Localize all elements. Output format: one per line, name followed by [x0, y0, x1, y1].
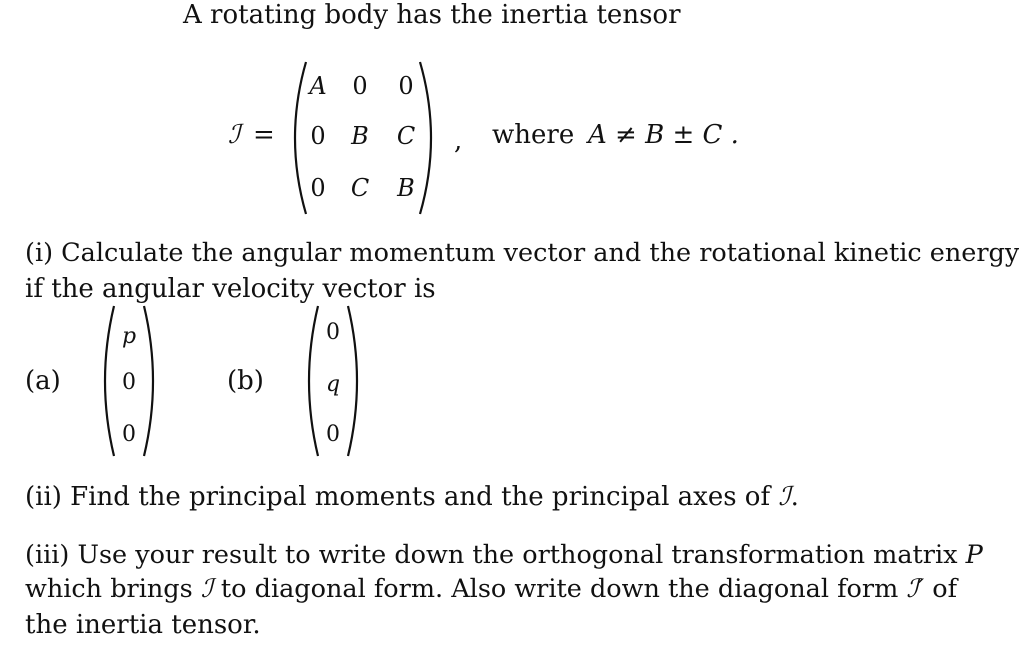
part-ii-prefix: (ii) Find the principal moments and the principal axes of: [25, 482, 771, 512]
intro-text: A rotating body has the inertia tensor: [183, 0, 681, 30]
part-iii-line1: [25, 540, 983, 570]
tensor-comma: ,: [454, 126, 463, 156]
tensor-condition: A ≠ B ± C .: [588, 120, 739, 150]
vector-a-component-2: 0: [122, 422, 136, 447]
matrix-cell-0-0: A: [309, 72, 327, 100]
matrix-cell-0-2: 0: [398, 72, 414, 100]
vector-b-component-2: 0: [326, 422, 340, 447]
part-iii-line2: [25, 574, 958, 604]
tensor-equals: =: [253, 120, 275, 150]
vector-a-component-1: 0: [122, 370, 136, 395]
part-ii-symbol: ℐ: [778, 482, 791, 512]
vector-b: [304, 302, 362, 460]
part-iii-line2-middle: to diagonal form. Also write down the diagonal form: [220, 574, 899, 604]
vector-b-component-1: q: [325, 372, 341, 397]
vector-b-component-0: 0: [326, 320, 340, 345]
part-iii-line3: the inertia tensor.: [25, 610, 261, 640]
matrix-cell-2-0: 0: [310, 174, 326, 202]
part-iii-line2-prefix: which brings: [25, 574, 193, 604]
part-iii-line2-suffix: of: [932, 574, 958, 604]
matrix-cell-1-2: C: [396, 122, 416, 150]
matrix-cell-2-2: B: [397, 174, 415, 202]
tensor-symbol: ℐ: [228, 120, 241, 150]
inertia-matrix: [288, 58, 438, 218]
vector-a: [100, 302, 158, 460]
matrix-cell-1-0: 0: [310, 122, 326, 150]
vector-b-label: (b): [227, 366, 264, 396]
part-iii-line2-symbol: ℐ: [200, 574, 213, 604]
part-iii-line1-symbol: P: [965, 540, 983, 570]
part-iii-line2-symbol2: ℐ′: [906, 574, 925, 604]
where-word: where: [492, 120, 575, 150]
matrix-cell-2-1: C: [350, 174, 370, 202]
matrix-cell-0-1: 0: [352, 72, 368, 100]
part-iii-line1-prefix: (iii) Use your result to write down the orthogonal transformation matrix: [25, 540, 958, 570]
vector-a-label: (a): [25, 366, 61, 396]
matrix-cell-1-1: B: [351, 122, 369, 150]
part-ii-line: [25, 484, 799, 510]
part-i-line2: if the angular velocity vector is: [25, 274, 436, 304]
part-ii-suffix: .: [790, 482, 799, 512]
vector-a-component-0: p: [121, 324, 137, 349]
part-i-line1: (i) Calculate the angular momentum vector and the rotational kinetic energy: [25, 238, 1019, 268]
